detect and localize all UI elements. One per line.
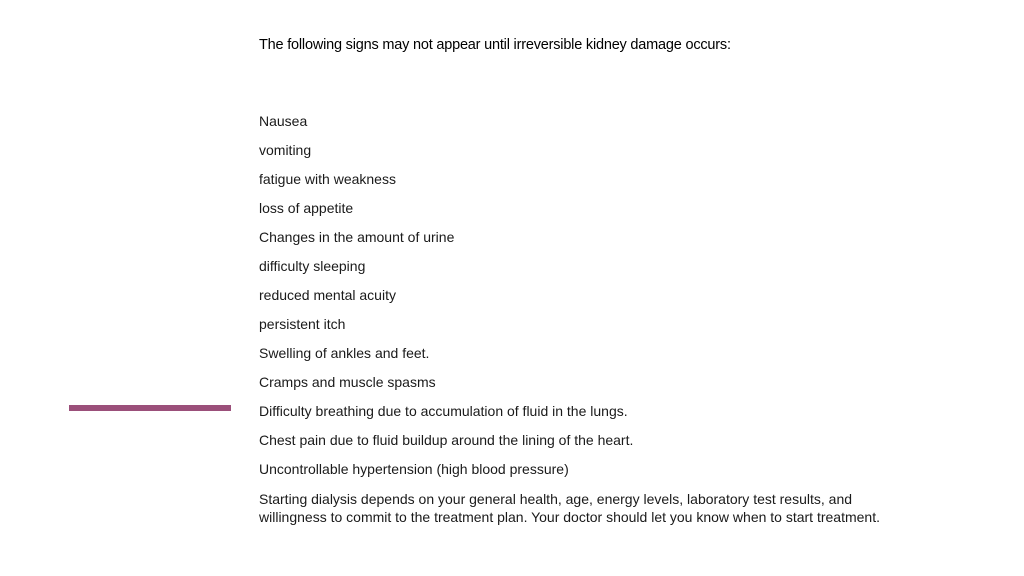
list-item: vomiting — [259, 142, 312, 158]
list-item: Difficulty breathing due to accumulation of fluid in the lungs. — [259, 403, 628, 419]
list-item: Cramps and muscle spasms — [259, 374, 436, 390]
list-item: Nausea — [259, 113, 308, 129]
slide-heading: The following signs may not appear until irreversible kidney damage occurs: — [259, 37, 731, 53]
list-item: Changes in the amount of urine — [259, 229, 455, 245]
list-item: Uncontrollable hypertension (high blood pressure) — [259, 461, 569, 477]
accent-bar — [69, 405, 231, 411]
list-item: Swelling of ankles and feet. — [259, 345, 430, 361]
list-item: difficulty sleeping — [259, 258, 366, 274]
list-item: persistent itch — [259, 316, 346, 332]
list-item: fatigue with weakness — [259, 171, 396, 187]
dialysis-note: Starting dialysis depends on your general health, age, energy levels, laboratory test results, and willingness to commit to the treatment plan. Your doctor should let you know when to start treatment. — [259, 491, 880, 525]
list-item: reduced mental acuity — [259, 287, 396, 303]
list-item: loss of appetite — [259, 200, 354, 216]
list-item: Chest pain due to fluid buildup around the lining of the heart. — [259, 432, 634, 448]
symptom-list — [259, 112, 939, 489]
